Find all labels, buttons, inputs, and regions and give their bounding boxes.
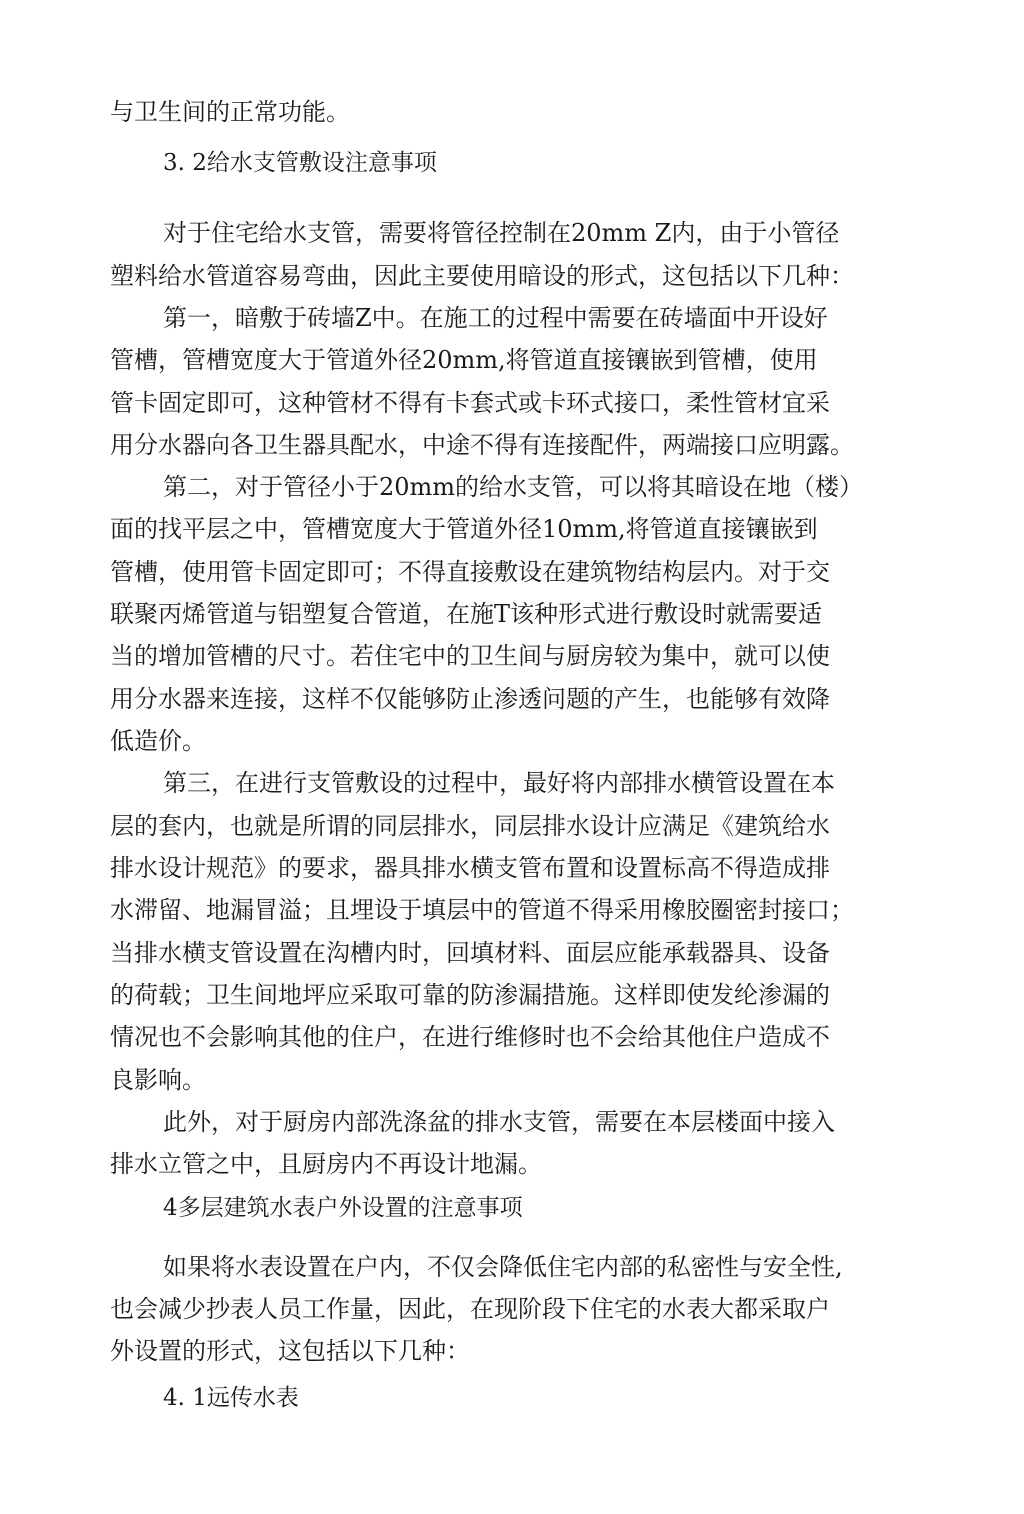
text-line: 外设置的形式，这包括以下几种： <box>110 1337 470 1365</box>
text-line: 第二，对于管径小于20mm的给水支管，可以将其暗设在地（楼） <box>163 473 864 501</box>
text-line: 也会减少抄表人员工作量，因此，在现阶段下住宅的水表大都采取户 <box>110 1295 830 1323</box>
text-line: 良影响。 <box>110 1066 206 1094</box>
section-heading: 3. 2给水支管敷设注意事项 <box>163 150 437 176</box>
text-line: 第一，暗敷于砖墙Z中。在施工的过程中需要在砖墙面中开设好 <box>163 304 828 332</box>
text-line: 面的找平层之中，管槽宽度大于管道外径10mm,将管道直接镶嵌到 <box>110 515 818 543</box>
text-line: 对于住宅给水支管，需要将管径控制在20mm Z内，由于小管径 <box>163 219 840 247</box>
text-line: 联聚丙烯管道与铝塑复合管道，在施T该种形式进行敷设时就需要适 <box>110 600 823 628</box>
text-line: 当排水横支管设置在沟槽内时，回填材料、面层应能承载器具、设备 <box>110 939 830 967</box>
text-line: 塑料给水管道容易弯曲，因此主要使用暗设的形式，这包括以下几种： <box>110 262 854 290</box>
text-line: 的荷载；卫生间地坪应采取可靠的防渗漏措施。这样即使发纶渗漏的 <box>110 981 830 1009</box>
text-line: 水滞留、地漏冒溢；且埋设于填层中的管道不得采用橡胶圈密封接口； <box>110 896 854 924</box>
text-line: 用分水器来连接，这样不仅能够防止渗透问题的产生，也能够有效降 <box>110 685 830 713</box>
text-line: 层的套内，也就是所谓的同层排水，同层排水设计应满足《建筑给水 <box>110 812 830 840</box>
section-heading: 4多层建筑水表户外设置的注意事项 <box>163 1195 523 1221</box>
text-line: 第三，在进行支管敷设的过程中，最好将内部排水横管设置在本 <box>163 769 835 797</box>
text-line: 排水立管之中，且厨房内不再设计地漏。 <box>110 1150 542 1178</box>
text-line: 当的增加管槽的尺寸。若住宅中的卫生间与厨房较为集中，就可以使 <box>110 642 830 670</box>
text-line: 排水设计规范》的要求，器具排水横支管布置和设置标高不得造成排 <box>110 854 830 882</box>
text-line: 管槽，使用管卡固定即可；不得直接敷设在建筑物结构层内。对于交 <box>110 558 830 586</box>
text-line: 低造价。 <box>110 727 206 755</box>
text-line: 如果将水表设置在户内，不仅会降低住宅内部的私密性与安全性, <box>163 1253 843 1281</box>
text-line: 情况也不会影响其他的住户，在进行维修时也不会给其他住户造成不 <box>110 1023 830 1051</box>
text-line: 与卫生间的正常功能。 <box>110 98 350 126</box>
text-line: 管卡固定即可，这种管材不得有卡套式或卡环式接口，柔性管材宜采 <box>110 389 830 417</box>
text-line: 此外，对于厨房内部洗涤盆的排水支管，需要在本层楼面中接入 <box>163 1108 835 1136</box>
text-line: 用分水器向各卫生器具配水，中途不得有连接配件，两端接口应明露。 <box>110 431 854 459</box>
section-heading: 4. 1远传水表 <box>163 1385 299 1411</box>
text-line: 管槽，管槽宽度大于管道外径20mm,将管道直接镶嵌到管槽，使用 <box>110 346 818 374</box>
